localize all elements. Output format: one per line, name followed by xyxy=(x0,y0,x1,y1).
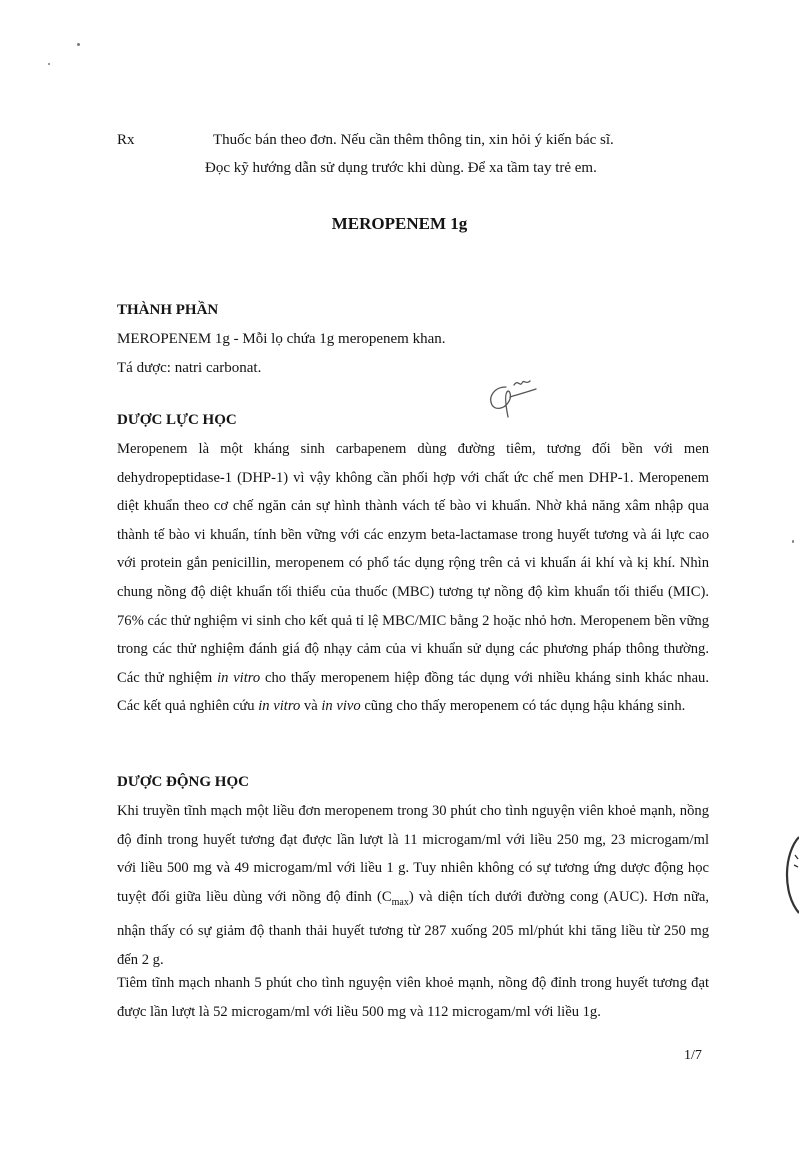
cmax-subscript: max xyxy=(391,896,409,908)
pharmacodynamics-paragraph xyxy=(117,435,709,721)
pk-text-1a: Khi truyền tĩnh mạch một liều đơn meropenem trong 30 phút cho tình nguyện viên khoẻ mạnh, nồng độ đỉnh trong huyết tương đạt được lần lượt là 11 microgam/ml với liều 250 mg, 23 microgam/ml với liều 500 mg và 49 microgam/ml với liều 1 g. Tuy nhiên không có sự tương ứng dược động học tuyệt đối giữa liều dùng với nồng độ đỉnh (C xyxy=(117,803,709,905)
prescription-notice: Thuốc bán theo đơn. Nếu cần thêm thông tin, xin hỏi ý kiến bác sĩ. xyxy=(213,132,614,148)
pharmacokinetics-paragraph-2: Tiêm tĩnh mạch nhanh 5 phút cho tình nguyện viên khoẻ mạnh, nồng độ đỉnh trong huyết tương đạt được lần lượt là 52 microgam/ml với liều 500 mg và 112 microgam/ml với liều 1g. xyxy=(117,975,709,1020)
page-number: 1/7 xyxy=(684,1048,702,1063)
pk-text-1b: ) và diện tích dưới đường cong (AUC). Hơn nữa, nhận thấy có sự giảm độ thanh thải huyết tương từ 287 xuống 205 ml/phút khi tăng liều từ 250 mg đến 2 g. xyxy=(117,888,709,968)
pd-text-3: cũng cho thấy meropenem có tác dụng hậu kháng sinh. xyxy=(360,698,686,715)
stamp-partial xyxy=(776,835,799,915)
composition-line-2: Tá dược: natri carbonat. xyxy=(117,360,262,376)
document-title: MEROPENEM 1g xyxy=(331,214,468,233)
scan-speck xyxy=(48,63,50,65)
composition-heading: THÀNH PHẦN xyxy=(117,302,219,318)
pd-text-2: cho thấy meropenem hiệp đồng tác dụng với nhiều kháng sinh khác nhau. Các kết quả nghiên cứu xyxy=(117,669,709,715)
composition-line-1: MEROPENEM 1g - Mỗi lọ chứa 1g meropenem khan. xyxy=(117,331,446,347)
pharmacokinetics-paragraph-1 xyxy=(117,797,709,974)
pd-text-1: Meropenem là một kháng sinh carbapenem dùng đường tiêm, tương đối bền với men dehydropeptidase-1 (DHP-1) vì vậy không cần phối hợp với chất ức chế men DHP-1. Meropenem diệt khuẩn theo cơ chế ngăn cản sự hình thành vách tế bào vi khuẩn. Nhờ khả năng xâm nhập qua thành tế bào vi khuẩn, tính bền vững với các enzym beta-lactamase trong huyết tương và ái lực cao với protein gắn penicillin, meropenem có phổ tác dụng rộng trên cả vi khuẩn ái khí và kị khí. Nhìn chung nồng độ diệt khuẩn tối thiểu của thuốc (MBC) tương tự nồng độ kìm khuẩn tối thiểu (MIC). 76% các thử nghiệm vi sinh cho kết quả tỉ lệ MBC/MIC bằng 2 hoặc nhỏ hơn. Meropenem bền vững trong các thử nghiệm đánh giá độ nhạy cảm của vi khuẩn sử dụng các phương pháp thông thường. Các thử nghiệm xyxy=(117,441,709,686)
scan-speck xyxy=(792,540,794,543)
pd-in-vivo: in vivo xyxy=(321,698,361,715)
usage-warning: Đọc kỹ hướng dẫn sử dụng trước khi dùng. Để xa tầm tay trẻ em. xyxy=(205,160,597,176)
pd-in-vitro-1: in vitro xyxy=(217,669,261,686)
scan-speck xyxy=(77,43,80,46)
pharmacodynamics-heading: DƯỢC LỰC HỌC xyxy=(117,412,237,428)
handwritten-initials xyxy=(484,375,544,421)
pd-in-vitro-2: in vitro xyxy=(258,698,301,715)
rx-label: Rx xyxy=(117,132,135,148)
pharmacokinetics-heading: DƯỢC ĐỘNG HỌC xyxy=(117,774,249,790)
pd-text-and: và xyxy=(300,698,322,715)
